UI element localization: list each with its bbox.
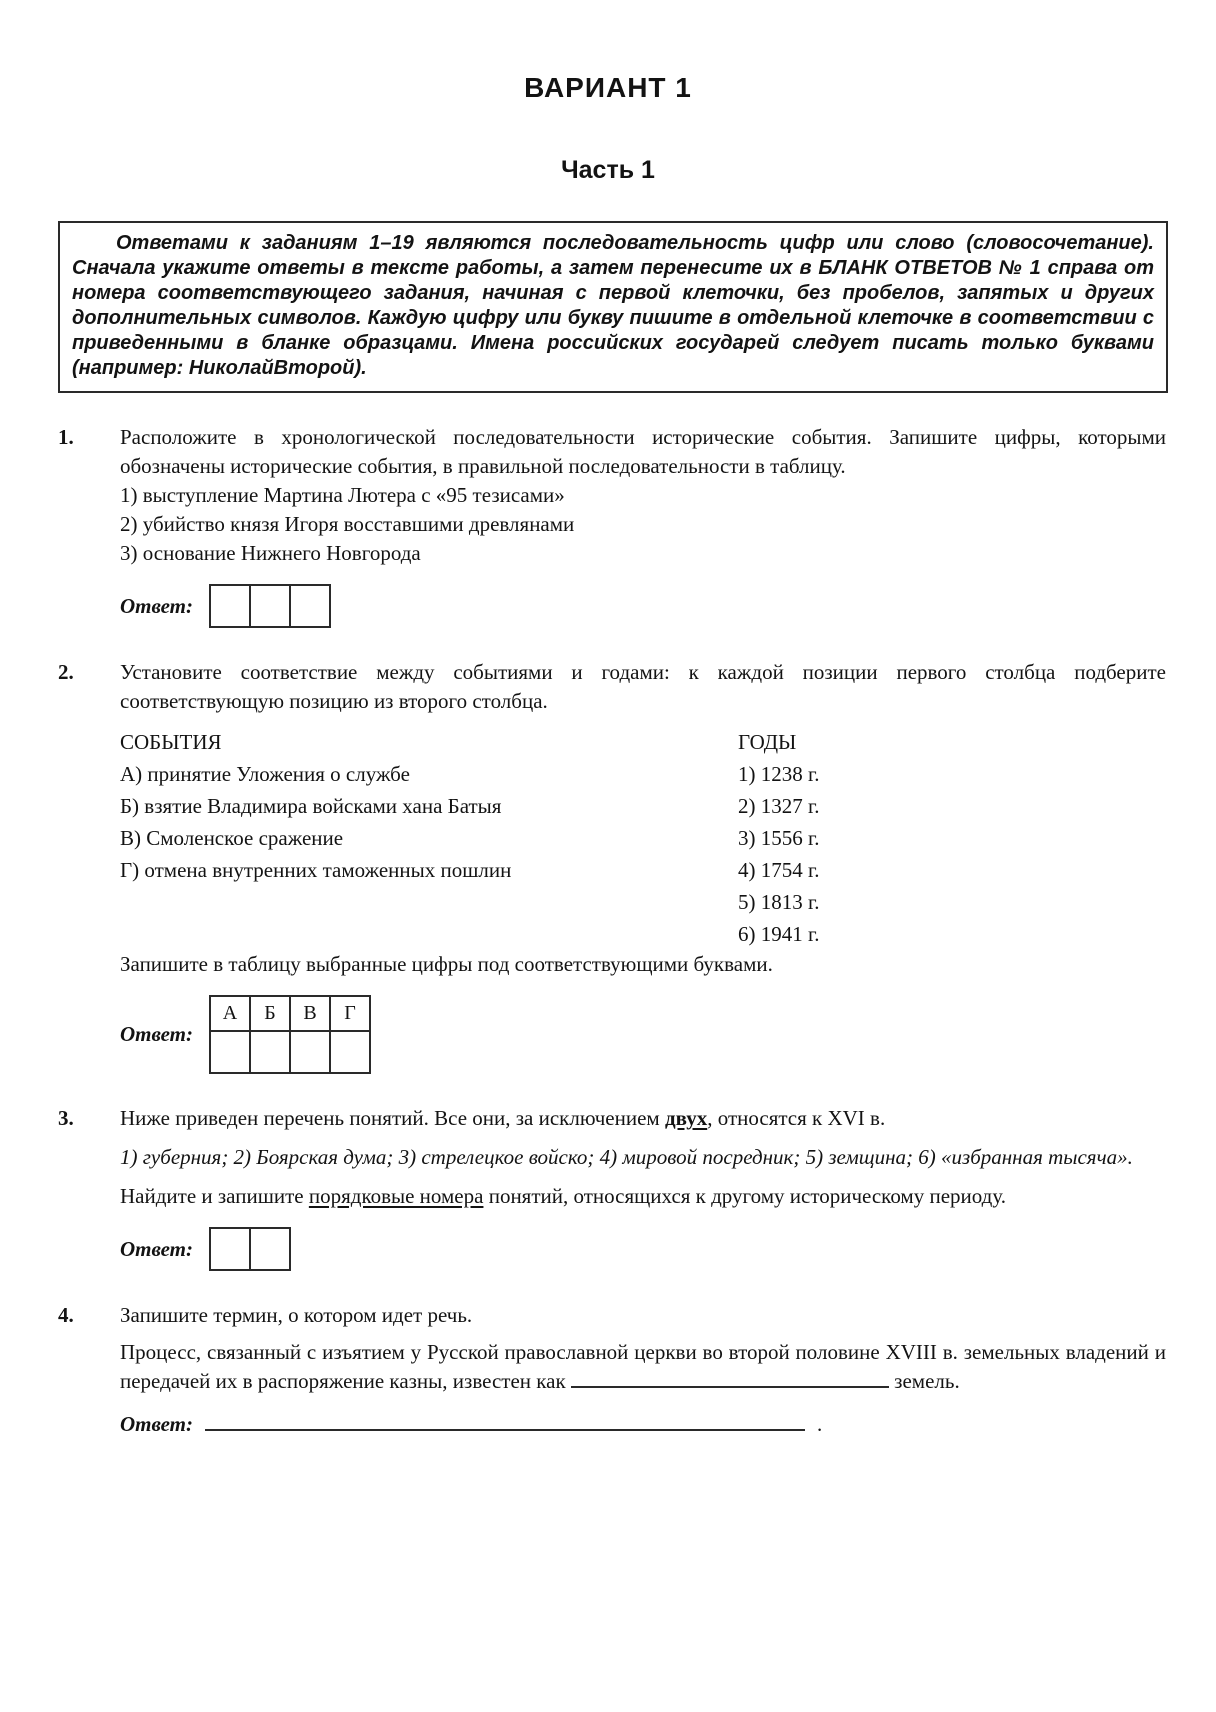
question-3-task (120, 1182, 1166, 1211)
intro-text: , относятся к XVI в. (707, 1106, 886, 1130)
events-header: СОБЫТИЯ (120, 730, 222, 754)
question-3-terms: 1) губерния; 2) Боярская дума; 3) стрелецкое войско; 4) мировой посредник; 5) земщина; 6) «избранная тысяча». (120, 1145, 1133, 1169)
years-column (738, 726, 1166, 950)
answer-grid-header: В (290, 996, 330, 1031)
question-2 (58, 658, 1166, 1074)
question-1-option: 2) убийство князя Игоря восставшими древлянами (120, 512, 575, 536)
question-1-option: 3) основание Нижнего Новгорода (120, 541, 421, 565)
instruction-box (58, 221, 1168, 393)
question-3-intro (120, 1104, 1166, 1133)
answer-label: Ответ: (120, 1236, 193, 1261)
year-item: 3) 1556 г. (738, 826, 820, 850)
answer-grid-header: А (210, 996, 250, 1031)
question-1-answer-row (120, 584, 1166, 628)
question-2-answer-row (120, 995, 1166, 1074)
question-2-number: 2. (58, 660, 74, 684)
question-4 (58, 1301, 1166, 1439)
answer-grid-header: Б (250, 996, 290, 1031)
question-3-answer-grid (209, 1227, 291, 1271)
question-1-option: 1) выступление Мартина Лютера с «95 тезисами» (120, 483, 565, 507)
question-2-answer-grid (209, 995, 371, 1074)
question-2-note: Запишите в таблицу выбранные цифры под соответствующими буквами. (120, 952, 773, 976)
years-header: ГОДЫ (738, 730, 797, 754)
question-4-paragraph (120, 1338, 1166, 1396)
answer-grid-header: Г (330, 996, 370, 1031)
event-item: Г) отмена внутренних таможенных пошлин (120, 858, 512, 882)
answer-label: Ответ: (120, 1022, 193, 1046)
answer-cell (210, 585, 250, 627)
event-item: Б) взятие Владимира войсками хана Батыя (120, 794, 502, 818)
page-title: ВАРИАНТ 1 (524, 72, 692, 103)
question-2-matching (120, 726, 1166, 950)
event-item: В) Смоленское сражение (120, 826, 344, 850)
question-1-body (120, 423, 1166, 628)
question-3-answer-row (120, 1227, 1166, 1271)
instruction-text: Ответами к заданиям 1–19 являются последовательность цифр или слово (словосочетание). Сначала укажите ответы в тексте работы, а затем перенесите их в БЛАНК ОТВЕТОВ № 1 справа от номера соответствующего задания, начиная с первой клеточки, без пробелов, запятых и других дополнительных символов. Каждую цифру или букву пишите в отдельной клеточке в соответствии с приведенными в бланке образцами. Имена российских государей следует писать только буквами (например: НиколайВторой). (72, 232, 1154, 379)
answer-label: Ответ: (120, 1412, 193, 1436)
paragraph-text: Процесс, связанный с изъятием у Русской православной церкви во второй половине XVIII в. земельных владений и передачей их в распоряжение казны, известен как (120, 1340, 1166, 1393)
paragraph-suffix: земель. (888, 1369, 960, 1393)
write-in-blank (571, 1385, 889, 1388)
year-item: 5) 1813 г. (738, 890, 820, 914)
year-item: 2) 1327 г. (738, 794, 820, 818)
answer-cell (210, 1228, 250, 1270)
question-1 (58, 423, 1166, 628)
intro-text: Ниже приведен перечень понятий. Все они, за исключением (120, 1106, 665, 1130)
answer-cell (250, 585, 290, 627)
question-2-text: Установите соответствие между событиями и годами: к каждой позиции первого столбца подберите соответствующую позицию из второго столбца. (120, 660, 1166, 713)
question-4-number: 4. (58, 1303, 74, 1327)
year-item: 1) 1238 г. (738, 762, 820, 786)
task-emphasis: порядковые номера (308, 1184, 484, 1208)
year-item: 6) 1941 г. (738, 922, 820, 946)
answer-label: Ответ: (120, 593, 193, 618)
answer-cell (290, 585, 330, 627)
question-4-text: Запишите термин, о котором идет речь. (120, 1303, 473, 1327)
question-4-answer-row (120, 1410, 1166, 1439)
events-column (120, 726, 738, 950)
answer-cell (250, 1228, 290, 1270)
task-text: понятий, относящихся к другому историческому периоду. (483, 1184, 1006, 1208)
question-1-number: 1. (58, 425, 74, 449)
task-text: Найдите и запишите (120, 1184, 309, 1208)
intro-emphasis: двух (664, 1106, 708, 1130)
answer-blank (205, 1428, 805, 1431)
question-3-body (120, 1104, 1166, 1271)
answer-cell (330, 1031, 370, 1073)
question-1-text: Расположите в хронологической последовательности исторические события. Запишите цифры, которыми обозначены исторические события, в правильной последовательности в таблицу. (120, 425, 1166, 478)
event-item: А) принятие Уложения о службе (120, 762, 410, 786)
answer-period: . (817, 1412, 823, 1436)
question-4-body (120, 1301, 1166, 1439)
year-item: 4) 1754 г. (738, 858, 820, 882)
question-3-number: 3. (58, 1106, 74, 1130)
answer-cell (290, 1031, 330, 1073)
question-3 (58, 1104, 1166, 1271)
question-1-answer-grid (209, 584, 331, 628)
question-2-body (120, 658, 1166, 1074)
answer-cell (250, 1031, 290, 1073)
answer-cell (210, 1031, 250, 1073)
part-title: Часть 1 (561, 156, 655, 184)
